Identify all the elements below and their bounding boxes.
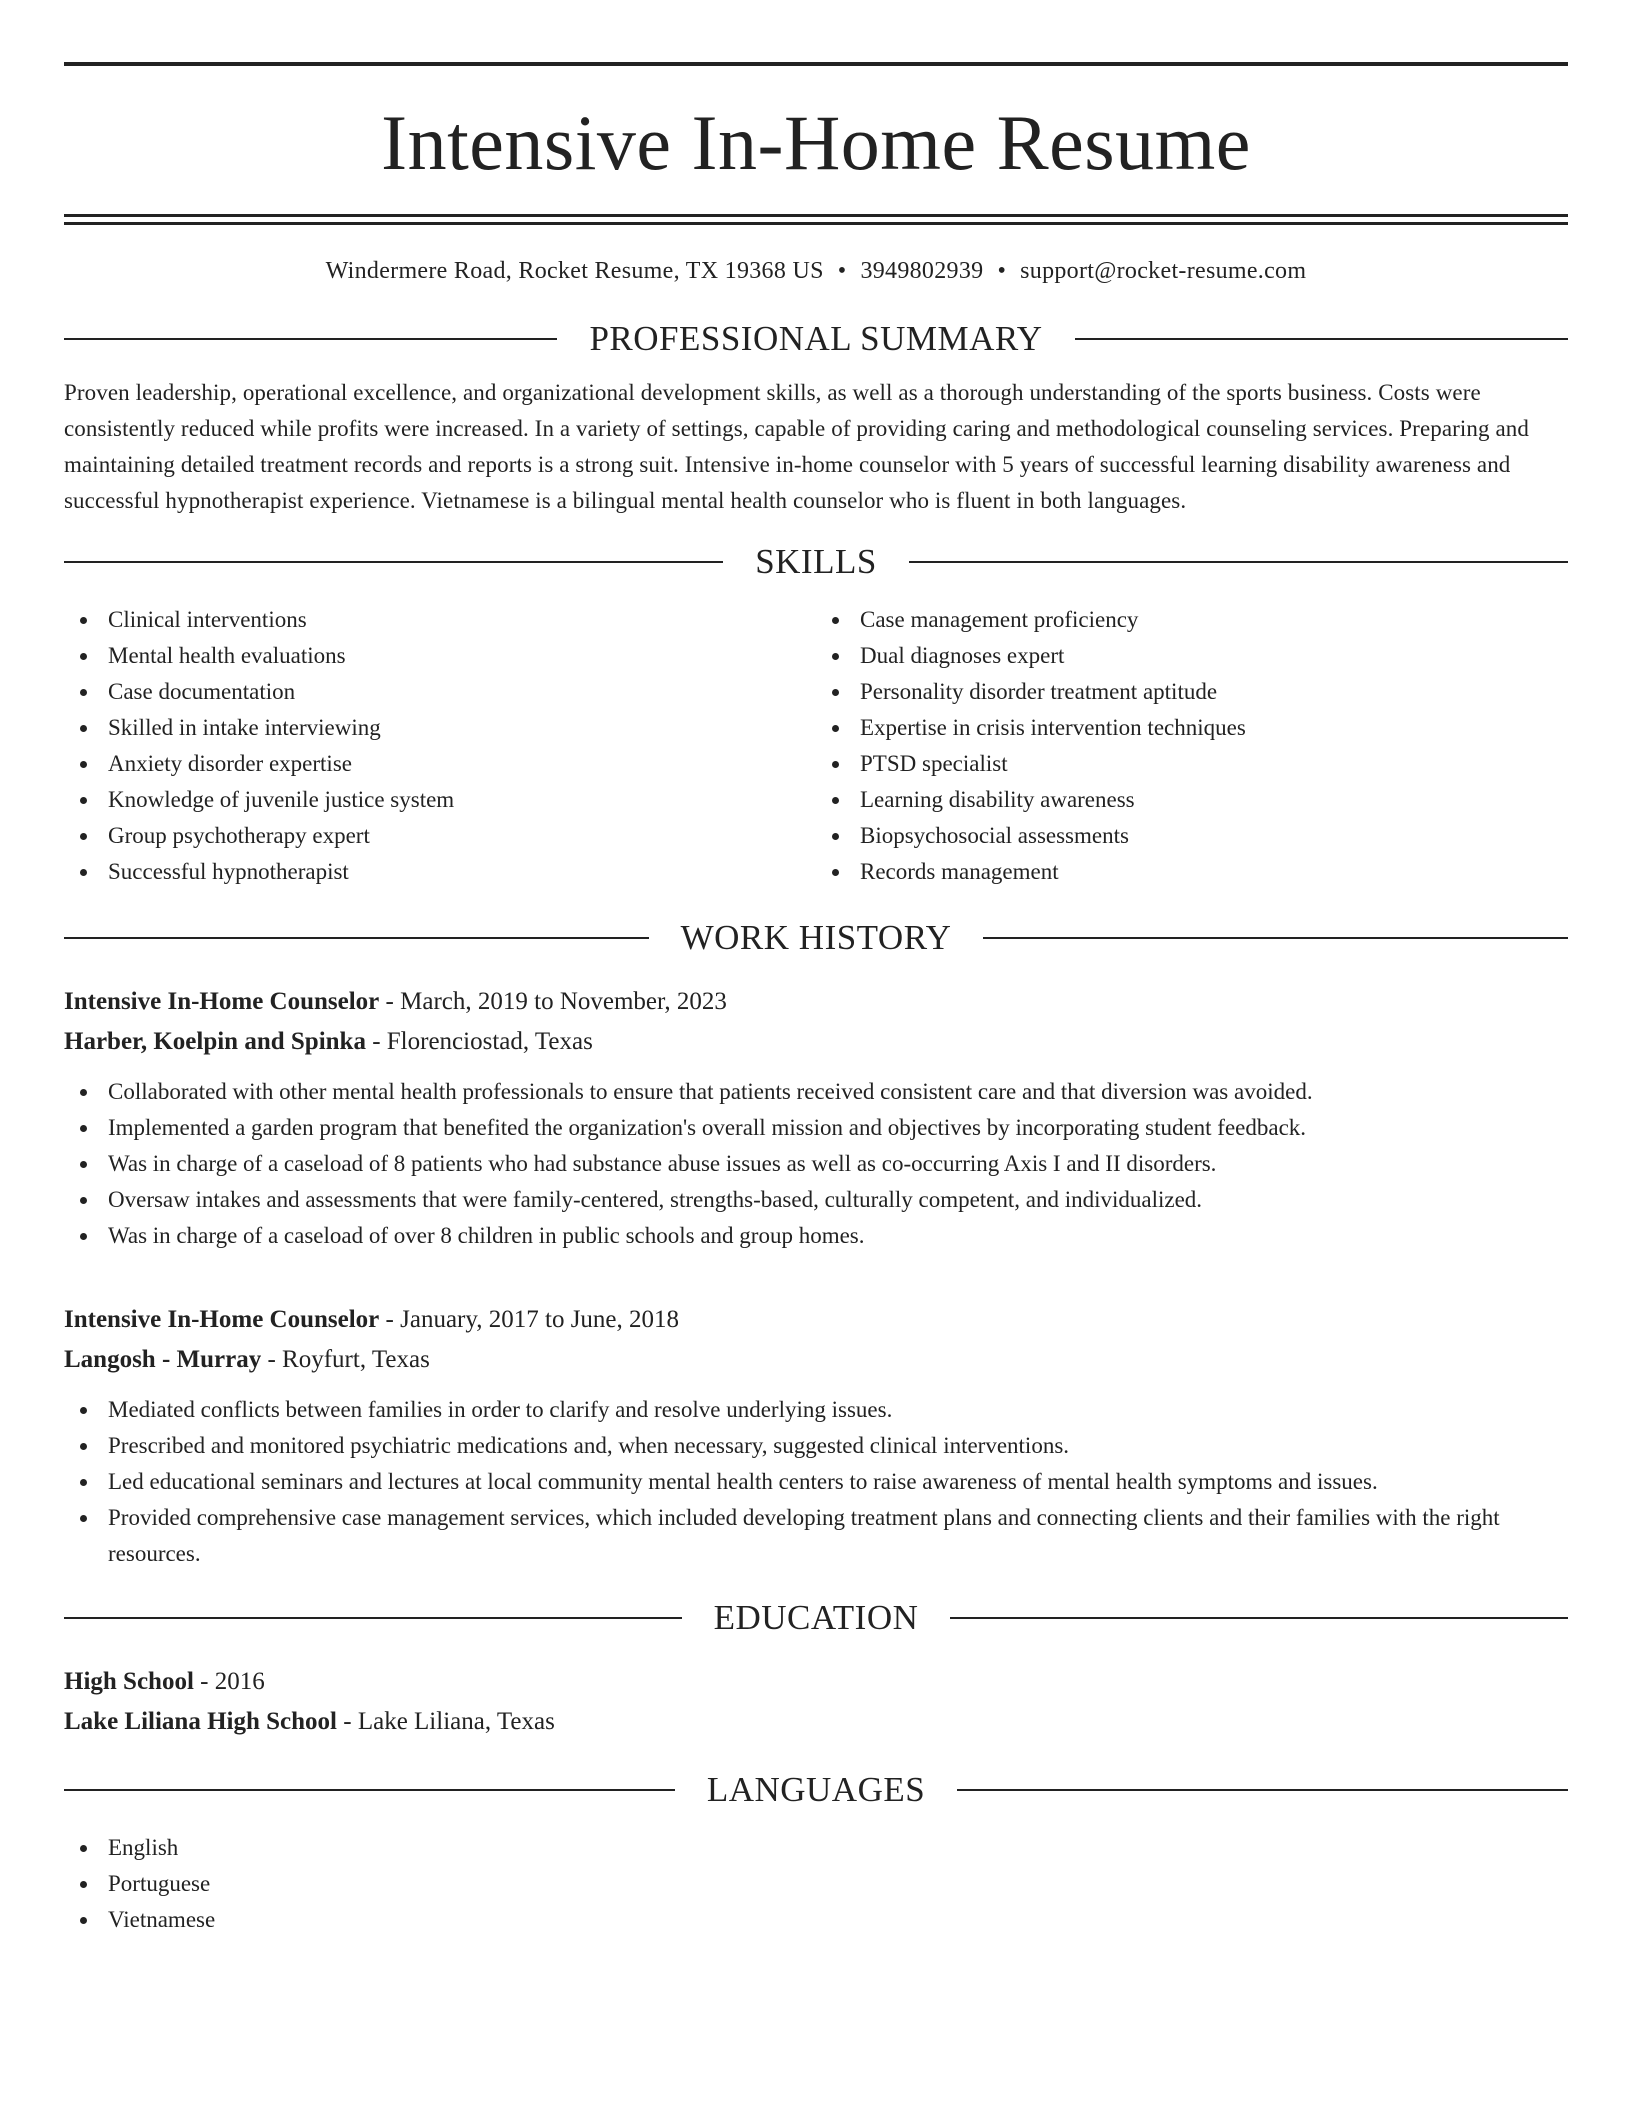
skills-list-right <box>816 602 1568 890</box>
list-item: Mental health evaluations <box>64 638 816 674</box>
contact-email: support@rocket-resume.com <box>1020 258 1307 284</box>
list-item: Biopsychosocial assessments <box>816 818 1568 854</box>
section-title: EDUCATION <box>713 1598 919 1637</box>
list-item: Personality disorder treatment aptitude <box>816 674 1568 710</box>
job-dates: - January, 2017 to June, 2018 <box>379 1306 680 1333</box>
heading-rule-right <box>983 937 1568 939</box>
list-item: English <box>64 1830 1568 1866</box>
title-double-rule <box>64 214 1568 225</box>
job-duties <box>64 1392 1568 1572</box>
job-title: Intensive In-Home Counselor <box>64 1306 380 1333</box>
list-item: PTSD specialist <box>816 746 1568 782</box>
list-item: Anxiety disorder expertise <box>64 746 816 782</box>
languages-list <box>64 1830 1568 1938</box>
education-school: Lake Liliana High School <box>64 1708 337 1735</box>
contact-line <box>64 255 1568 287</box>
section-title: WORK HISTORY <box>680 918 952 957</box>
list-item: Collaborated with other mental health professionals to ensure that patients received consistent care and that diversion was avoided. <box>64 1074 1568 1110</box>
list-item: Records management <box>816 854 1568 890</box>
heading-rule-left <box>64 561 723 563</box>
contact-address: Windermere Road, Rocket Resume, TX 19368 US <box>325 258 824 284</box>
list-item: Portuguese <box>64 1866 1568 1902</box>
list-item: Provided comprehensive case management services, which included developing treatment plans and connecting clients and their families with the right resources. <box>64 1500 1568 1572</box>
heading-rule-left <box>64 937 649 939</box>
resume-title: Intensive In-Home Resume <box>381 99 1251 186</box>
list-item: Vietnamese <box>64 1902 1568 1938</box>
list-item: Mediated conflicts between families in order to clarify and resolve underlying issues. <box>64 1392 1568 1428</box>
job-dates: - March, 2019 to November, 2023 <box>379 988 727 1015</box>
heading-rule-right <box>950 1617 1568 1619</box>
list-item: Learning disability awareness <box>816 782 1568 818</box>
list-item: Dual diagnoses expert <box>816 638 1568 674</box>
section-title: PROFESSIONAL SUMMARY <box>589 319 1043 358</box>
section-heading-work <box>64 918 1568 958</box>
job-title-line <box>64 982 1568 1022</box>
list-item: Was in charge of a caseload of over 8 children in public schools and group homes. <box>64 1218 1568 1254</box>
list-item: Expertise in crisis intervention techniques <box>816 710 1568 746</box>
top-rule <box>64 62 1568 66</box>
section-title: LANGUAGES <box>706 1770 926 1809</box>
section-title: SKILLS <box>755 542 877 581</box>
list-item: Oversaw intakes and assessments that were family-centered, strengths-based, culturally competent, and individualized. <box>64 1182 1568 1218</box>
section-heading-skills <box>64 542 1568 582</box>
job-company-line <box>64 1340 1568 1380</box>
education-degree-line <box>64 1662 1568 1702</box>
contact-phone: 3949802939 <box>860 258 984 284</box>
list-item: Successful hypnotherapist <box>64 854 816 890</box>
languages-entry <box>64 1830 1568 1938</box>
education-year: - 2016 <box>193 1668 265 1695</box>
list-item: Prescribed and monitored psychiatric medications and, when necessary, suggested clinical interventions. <box>64 1428 1568 1464</box>
heading-rule-left <box>64 1789 675 1791</box>
education-location: - Lake Liliana, Texas <box>337 1708 555 1735</box>
job-location: - Royfurt, Texas <box>261 1346 430 1373</box>
list-item: Skilled in intake interviewing <box>64 710 816 746</box>
education-degree: High School <box>64 1668 194 1695</box>
job-title: Intensive In-Home Counselor <box>64 988 380 1015</box>
job-title-line <box>64 1300 1568 1340</box>
heading-rule-right <box>909 561 1568 563</box>
contact-separator: • <box>837 258 847 284</box>
list-item: Case documentation <box>64 674 816 710</box>
heading-rule-left <box>64 1617 682 1619</box>
job-entry <box>64 982 1568 1254</box>
list-item: Knowledge of juvenile justice system <box>64 782 816 818</box>
section-heading-summary <box>64 319 1568 359</box>
list-item: Group psychotherapy expert <box>64 818 816 854</box>
skills-list-left <box>64 602 816 890</box>
list-item: Implemented a garden program that benefited the organization's overall mission and objectives by incorporating student feedback. <box>64 1110 1568 1146</box>
heading-rule-left <box>64 338 557 340</box>
heading-rule-right <box>1075 338 1568 340</box>
list-item: Was in charge of a caseload of 8 patients who had substance abuse issues as well as co-occurring Axis I and II disorders. <box>64 1146 1568 1182</box>
job-company: Harber, Koelpin and Spinka <box>64 1028 366 1055</box>
job-company: Langosh - Murray <box>64 1346 262 1373</box>
summary-text: Proven leadership, operational excellence, and organizational development skills, as well as a thorough understanding of the sports business. Costs were consistently reduced while profits were increased. In a variety of settings, capable of providing caring and methodological counseling services. Preparing and maintaining detailed treatment records and reports is a strong suit. Intensive in-home counselor with 5 years of successful learning disability awareness and successful hypnotherapist experience. Vietnamese is a bilingual mental health counselor who is fluent in both languages. <box>64 380 1529 513</box>
list-item: Led educational seminars and lectures at local community mental health centers to raise awareness of mental health symptoms and issues. <box>64 1464 1568 1500</box>
skills-columns <box>64 602 1568 890</box>
section-heading-languages <box>64 1770 1568 1810</box>
job-company-line <box>64 1022 1568 1062</box>
job-location: - Florenciostad, Texas <box>365 1028 593 1055</box>
heading-rule-right <box>957 1789 1568 1791</box>
job-duties <box>64 1074 1568 1254</box>
contact-separator: • <box>997 258 1007 284</box>
section-heading-education <box>64 1598 1568 1638</box>
list-item: Case management proficiency <box>816 602 1568 638</box>
list-item: Clinical interventions <box>64 602 816 638</box>
education-school-line <box>64 1702 1568 1742</box>
job-entry <box>64 1300 1568 1572</box>
education-entry <box>64 1662 1568 1742</box>
